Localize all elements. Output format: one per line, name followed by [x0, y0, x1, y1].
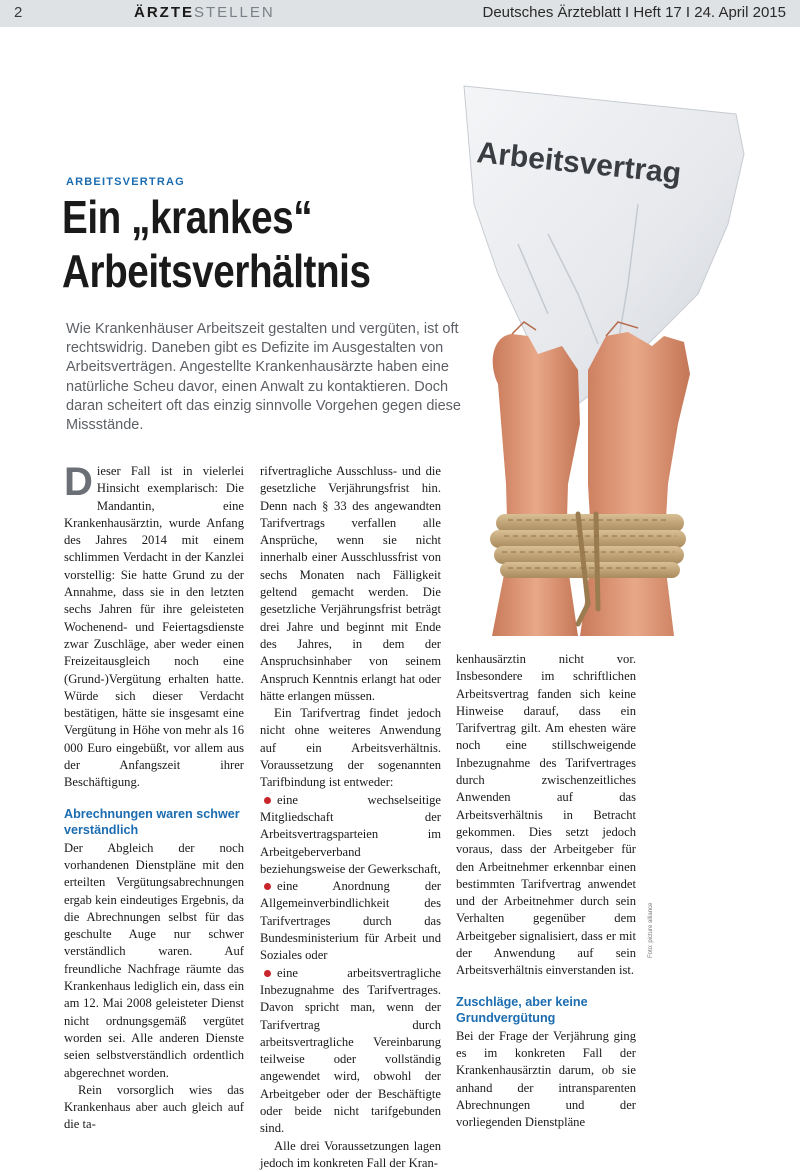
- paragraph: Rein vorsorglich wies das Krankenhaus aber auch gleich auf die ta-: [64, 1082, 244, 1132]
- bullet-text: eine Anordnung der Allgemeinverbindlichkeit des Tarifvertrages durch das Bundesministerium für Arbeit und Soziales oder: [260, 879, 441, 963]
- section-brand: [134, 4, 275, 21]
- title-line-1: Ein „krankes“: [62, 191, 313, 243]
- contract-hands-photo: [428, 84, 800, 636]
- page-header: [0, 0, 800, 27]
- intro-text: ieser Fall ist in vielerlei Hinsicht exemplarisch: Die Mandantin, eine Krankenhausärztin, wurde Anfang des Jahres 2014 mit einem schlimmen Verdacht in der Kanzlei vorstellig: Sie hatte Grund zu der Annahme, dass sie in den letzten sechs Jahren für ihre geleisteten Wochenend- und Feiertagsdienste zwar Zuschläge, aber weder einen Freizeitausgleich noch eine (Grund-)Vergütung erhalten hatte. Würde sich dieser Verdacht bestätigen, hätte sie insgesamt eine Vergütung in Höhe von mehr als 16 000 Euro eingebüßt, vor allem aus der Anfangszeit ihrer Beschäftigung.: [64, 464, 244, 790]
- article-title: [62, 190, 398, 298]
- text-column-3: [456, 651, 636, 1131]
- paragraph: Ein Tarifvertrag findet jedoch nicht ohne weiteres Anwendung auf ein Arbeitsverhältnis. Voraussetzung der sogenannten Tarifbindung ist entweder:: [260, 706, 441, 790]
- subhead-zuschlaege: Zuschläge, aber keine Grundvergütung: [456, 994, 588, 1025]
- text-column-2: [260, 463, 441, 1172]
- issue-info: Deutsches Ärzteblatt I Heft 17 I 24. April 2015: [482, 4, 786, 21]
- photo-credit: Foto: picture alliance: [648, 902, 654, 958]
- bullet-dot-icon: [264, 970, 271, 977]
- paragraph: Der Abgleich der noch vorhandenen Dienstpläne mit den erteilten Vergütungsabrechnungen ergab kein eindeutiges Ergebnis, da die Abrechnungen selbst für das geschulte Auge nur schwer verständlich waren. Auf freundliche Nachfrage räumte das Krankenhaus lediglich ein, dass ein am 12. Mai 2008 geleisteter Dienst nicht ordnungsgemäß vergütet worden sei. Alle anderen Dienste seien selbstverständlich ordentlich abgerechnet worden.: [64, 840, 244, 1080]
- bullet-item: [260, 792, 441, 878]
- brand-part-1: ÄRZTE: [134, 4, 194, 21]
- bullet-dot-icon: [264, 797, 271, 804]
- paragraph: Alle drei Voraussetzungen lagen jedoch im konkreten Fall der Kran-: [260, 1138, 441, 1170]
- bullet-item: [260, 965, 441, 1138]
- drop-cap: D: [64, 460, 93, 504]
- bullet-dot-icon: [264, 883, 271, 890]
- paper-label-text: Arbeitsvertrag: [475, 136, 683, 191]
- paragraph-intro: [64, 460, 244, 792]
- bullet-text: eine arbeitsvertragliche Inbezugnahme des Tarifvertrages. Davon spricht man, wenn der Tarifvertrag durch arbeitsvertragliche Vereinbarung teilweise oder vollständig angewendet wird, obwohl der Arbeitgeber oder der Beschäftigte oder beide nicht tarifgebunden sind.: [260, 965, 441, 1136]
- bullet-item: [260, 878, 441, 964]
- subhead-abrechnungen: Abrechnungen waren schwer verständlich: [64, 806, 240, 837]
- paragraph: rifvertragliche Ausschluss- und die gesetzliche Verjährungsfrist hin. Denn nach § 33 des angewandten Tarifvertrags verfallen alle Ansprüche, wenn sie nicht innerhalb einer Ausschlussfrist von sechs Monaten nach Fälligkeit geltend gemacht werden. Die gesetzliche Verjährungsfrist beträgt drei Jahre und beginnt mit Ende des Jahres, in dem der Anspruchsinhaber von seinem Anspruch Kenntnis erlangt hat oder hätte erlangen müssen.: [260, 464, 441, 703]
- paragraph: Bei der Frage der Verjährung ging es im konkreten Fall der Krankenhausärztin darum, ob sie anhand der intransparenten Abrechnungen und der vorliegenden Dienstpläne: [456, 1028, 636, 1130]
- bullet-text: eine wechselseitige Mitgliedschaft der Arbeitsvertragsparteien im Arbeitgeberverband beziehungsweise der Gewerkschaft,: [260, 792, 441, 876]
- brand-part-2: STELLEN: [194, 4, 275, 21]
- article-kicker: ARBEITSVERTRAG: [66, 176, 185, 188]
- text-column-1: [64, 460, 244, 1134]
- article-lead: Wie Krankenhäuser Arbeitszeit gestalten und vergüten, ist oft rechtswidrig. Daneben gibt es Defizite im Ausgestalten von Arbeitsverträgen. Angestellte Krankenhausärzte haben eine natürliche Scheu davor, einen Anwalt zu kontaktieren. Doch daran scheitert oft das einzig sinnvolle Vorgehen gegen diese Missstände.: [66, 321, 461, 434]
- page-number: 2: [14, 4, 23, 21]
- title-line-2: Arbeitsverhältnis: [62, 245, 371, 297]
- paragraph: kenhausärztin nicht vor. Insbesondere im schriftlichen Arbeitsvertrag fanden sich keine Hinweise darauf, dass ein Tarifvertrag gilt. Am ehesten wäre noch eine stillschweigende Inbezugnahme des Tarifvertrages durch zwischenzeitliches Anwenden auf das Arbeitsverhältnis in Betracht gekommen. Dies setzt jedoch voraus, dass der Arbeitgeber für den Arbeitnehmer erkennbar einen bestimmten Tarifvertrag anwendet und der Arbeitnehmer durch sein Verhalten gegenüber dem Arbeitgeber signalisiert, dass er mit der Anwendung auf sein Arbeitsverhältnis einverstanden ist.: [456, 652, 636, 978]
